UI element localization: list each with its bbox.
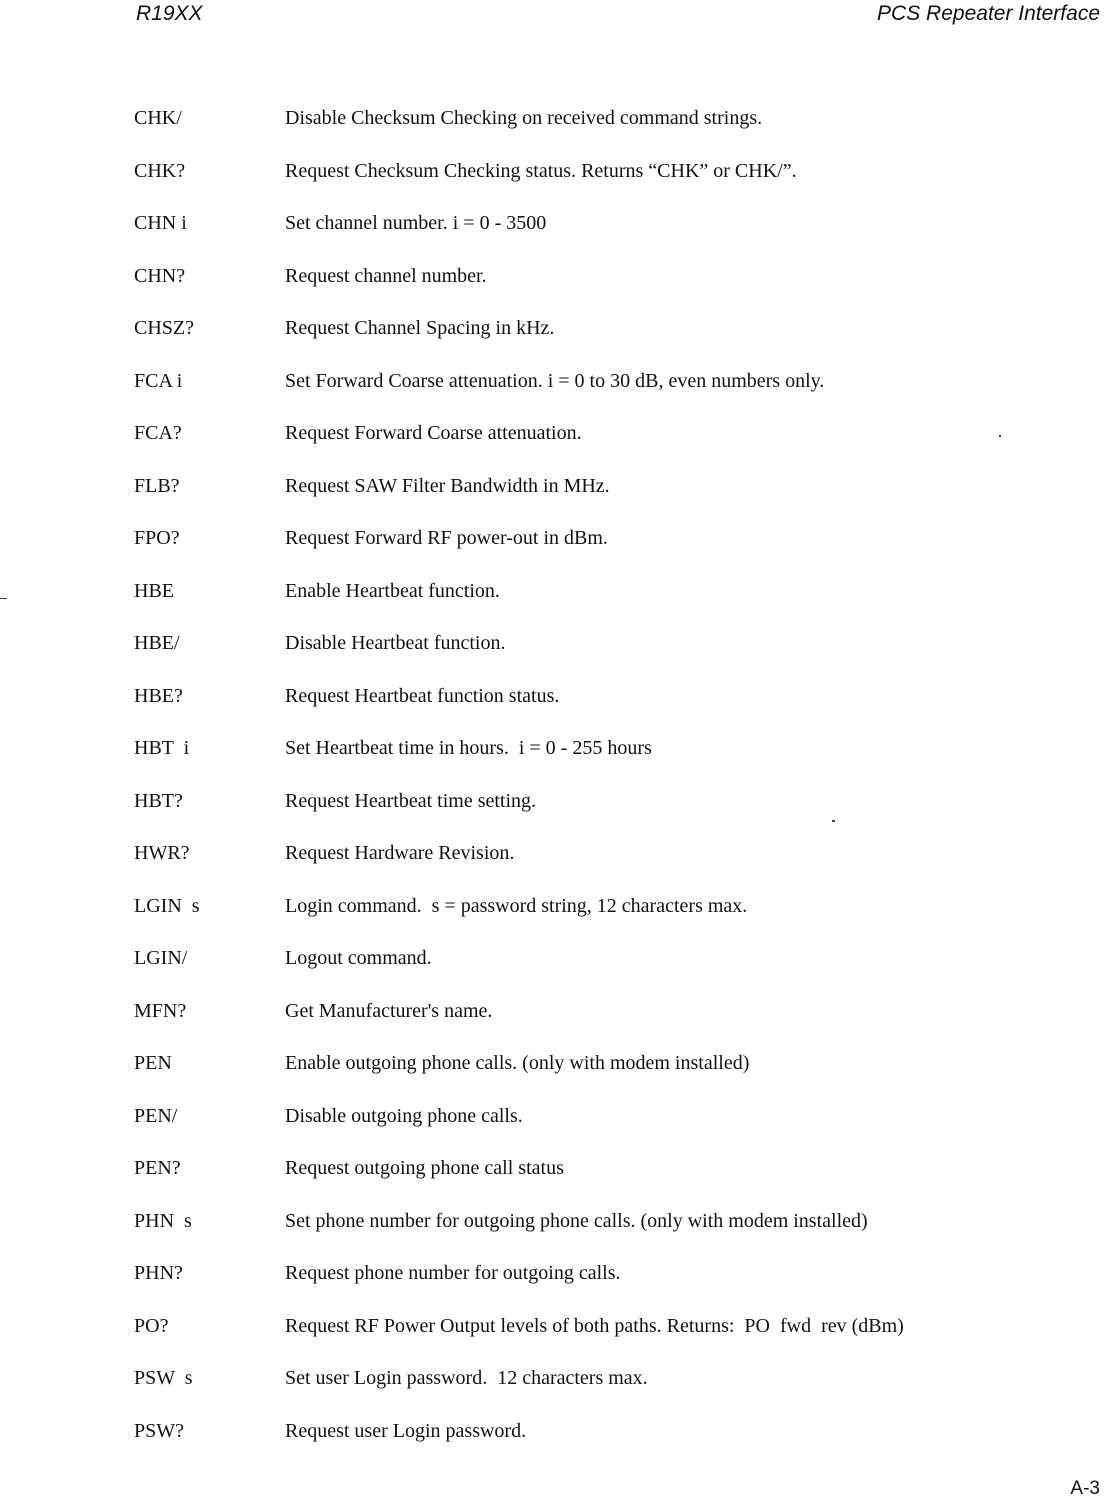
command-code: HBE/ xyxy=(134,632,180,654)
command-description: Request RF Power Output levels of both paths. Returns: PO fwd rev (dBm) xyxy=(285,1314,904,1337)
command-description: Request channel number. xyxy=(285,264,487,287)
command-description: Request user Login password. xyxy=(285,1419,527,1442)
command-description: Set channel number. i = 0 - 3500 xyxy=(285,212,547,234)
command-code: PEN xyxy=(134,1052,172,1074)
command-row-hbe-query xyxy=(0,682,1110,735)
command-description: Request Checksum Checking status. Returns “CHK” or CHK/”. xyxy=(285,159,797,182)
scan-mark xyxy=(832,820,835,822)
command-code: PSW s xyxy=(134,1367,193,1389)
command-row-hbt-query xyxy=(0,787,1110,840)
command-row-flb-query xyxy=(0,472,1110,525)
command-row-phn-set xyxy=(0,1207,1110,1260)
command-description: Request Channel Spacing in kHz. xyxy=(285,317,555,339)
command-row-lgin-set xyxy=(0,892,1110,945)
command-description: Request Hardware Revision. xyxy=(285,842,515,864)
command-code: HBT? xyxy=(134,789,183,812)
command-code: HBE xyxy=(134,579,174,602)
command-code: PSW? xyxy=(134,1419,184,1442)
command-description: Logout command. xyxy=(285,947,432,969)
command-description: Request Forward RF power-out in dBm. xyxy=(285,527,608,549)
scan-mark xyxy=(0,598,7,599)
command-row-fca-set xyxy=(0,367,1110,420)
command-code: CHK/ xyxy=(134,107,182,129)
command-row-chk-query xyxy=(0,157,1110,210)
command-row-pen-enable xyxy=(0,1049,1110,1102)
command-description: Set phone number for outgoing phone calls. (only with modem installed) xyxy=(285,1209,868,1232)
command-code: PHN s xyxy=(134,1209,192,1232)
command-code: FCA? xyxy=(134,422,182,444)
command-description: Disable Heartbeat function. xyxy=(285,632,506,654)
command-row-hbe-disable xyxy=(0,629,1110,682)
command-row-chsz-query xyxy=(0,314,1110,367)
command-row-chk-disable xyxy=(0,104,1110,157)
command-code: CHN i xyxy=(134,212,187,234)
command-description: Request Heartbeat time setting. xyxy=(285,789,537,812)
command-row-fpo-query xyxy=(0,524,1110,577)
command-description: Disable Checksum Checking on received command strings. xyxy=(285,107,763,129)
command-row-chn-set xyxy=(0,209,1110,262)
command-code: FPO? xyxy=(134,527,180,549)
command-description: Enable Heartbeat function. xyxy=(285,579,500,602)
command-description: Request outgoing phone call status xyxy=(285,1157,564,1179)
command-code: PHN? xyxy=(134,1262,183,1284)
header-doc-id: R19XX xyxy=(136,2,203,25)
command-row-lgin-logout xyxy=(0,944,1110,997)
command-list xyxy=(0,104,1110,1469)
command-code: PEN? xyxy=(134,1157,181,1179)
command-description: Set Heartbeat time in hours. i = 0 - 255 hours xyxy=(285,737,652,759)
page-number: A-3 xyxy=(1070,1478,1100,1499)
command-description: Request phone number for outgoing calls. xyxy=(285,1262,621,1284)
command-description: Request Heartbeat function status. xyxy=(285,684,560,707)
command-row-chn-query xyxy=(0,262,1110,315)
command-code: FLB? xyxy=(134,474,180,497)
command-row-hbt-set xyxy=(0,734,1110,787)
command-code: PO? xyxy=(134,1314,169,1337)
command-row-phn-query xyxy=(0,1259,1110,1312)
header-doc-title: PCS Repeater Interface xyxy=(877,2,1100,25)
command-row-pen-disable xyxy=(0,1102,1110,1155)
command-row-pen-query xyxy=(0,1154,1110,1207)
command-row-fca-query xyxy=(0,419,1110,472)
command-code: FCA i xyxy=(134,369,183,392)
command-row-hbe-enable xyxy=(0,577,1110,630)
command-code: CHK? xyxy=(134,159,186,182)
command-description: Set Forward Coarse attenuation. i = 0 to 30 dB, even numbers only. xyxy=(285,369,825,392)
command-code: LGIN s xyxy=(134,894,200,917)
command-code: HBE? xyxy=(134,684,183,707)
command-row-po-query xyxy=(0,1312,1110,1365)
command-description: Request Forward Coarse attenuation. xyxy=(285,422,582,444)
command-description: Set user Login password. 12 characters max. xyxy=(285,1367,648,1389)
command-row-psw-query xyxy=(0,1417,1110,1470)
scan-mark xyxy=(999,435,1001,437)
command-row-mfn-query xyxy=(0,997,1110,1050)
command-code: HBT i xyxy=(134,737,190,759)
command-code: HWR? xyxy=(134,842,190,864)
command-code: CHN? xyxy=(134,264,186,287)
command-description: Request SAW Filter Bandwidth in MHz. xyxy=(285,474,610,497)
command-row-psw-set xyxy=(0,1364,1110,1417)
command-description: Login command. s = password string, 12 characters max. xyxy=(285,894,748,917)
command-code: LGIN/ xyxy=(134,947,188,969)
command-row-hwr-query xyxy=(0,839,1110,892)
command-description: Get Manufacturer's name. xyxy=(285,999,493,1022)
command-description: Enable outgoing phone calls. (only with modem installed) xyxy=(285,1052,750,1074)
command-code: MFN? xyxy=(134,999,187,1022)
command-code: CHSZ? xyxy=(134,317,194,339)
command-code: PEN/ xyxy=(134,1104,178,1127)
command-description: Disable outgoing phone calls. xyxy=(285,1104,523,1127)
